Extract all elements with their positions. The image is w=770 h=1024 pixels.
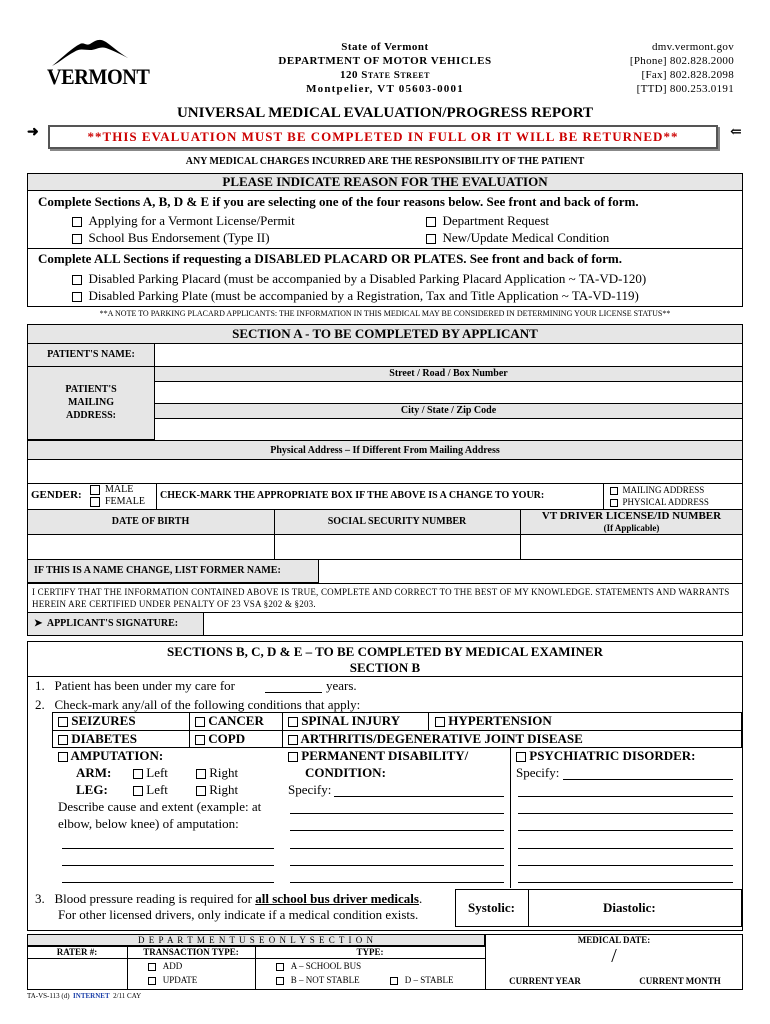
option-label: Left [146, 782, 168, 797]
reason-header: PLEASE INDICATE REASON FOR THE EVALUATION [222, 174, 548, 189]
disability-specify-input[interactable] [334, 796, 504, 797]
condition-arthritis[interactable] [288, 731, 583, 747]
option-label: A – SCHOOL BUS [290, 961, 362, 971]
reason-instruction-2: Complete ALL Sections if requesting a DISABLED PLACARD OR PLATES. See front and back of form. [38, 251, 622, 266]
checkbox[interactable] [90, 485, 100, 495]
checkbox[interactable] [58, 717, 68, 727]
checkbox[interactable] [133, 786, 143, 796]
option-label: B – NOT STABLE [290, 975, 360, 985]
mailing-label: MAILING [67, 397, 115, 408]
arm-label: ARM: [76, 765, 112, 780]
condition-hypertension[interactable] [435, 713, 552, 729]
license-number-input[interactable] [521, 536, 742, 558]
city-label-bar [154, 403, 743, 419]
change-mailing[interactable] [610, 484, 709, 496]
reason-instruction-1: Complete Sections A, B, D & E if you are selecting one of the four reasons below. See front and back of form. [38, 194, 639, 209]
option-label: Disabled Parking Plate (must be accompanied by a Registration, Tax and Title Application ~ TA-VD-119) [88, 288, 639, 303]
specify-label: Specify: [516, 765, 560, 780]
reason-option-school-bus[interactable] [72, 230, 270, 246]
placard-note: **A NOTE TO PARKING PLACARD APPLICANTS: THE INFORMATION IN THIS MEDICAL MAY BE CONSIDERED IN DETERMINING YOUR LICENSE STATUS** [99, 309, 671, 318]
type-stable[interactable] [390, 975, 454, 985]
section-b-header-box [27, 641, 743, 677]
dob-input[interactable] [28, 536, 273, 558]
checkbox[interactable] [195, 717, 205, 727]
former-name-input[interactable] [320, 560, 742, 582]
agency-address-block [260, 40, 510, 96]
state-name: State of Vermont [341, 41, 429, 53]
city-label: City / State / Zip Code [400, 405, 497, 416]
signature-label: APPLICANT'S SIGNATURE: [46, 618, 179, 629]
certification-text: I CERTIFY THAT THE INFORMATION CONTAINED ABOVE IS TRUE, COMPLETE AND CORRECT TO THE BEST OF MY KNOWLEDGE. STATEMENTS AND WARRANTS HEREIN ARE CERTIFIED UNDER PENALTY OF 23 VSA §202 & §203. [32, 587, 730, 609]
change-options [610, 484, 709, 508]
department-name: DEPARTMENT OF MOTOR VEHICLES [278, 55, 492, 67]
name-change-label: IF THIS IS A NAME CHANGE, LIST FORMER NAME: [34, 565, 281, 576]
q2-number: 2. [35, 697, 45, 712]
condition-psychiatric[interactable] [516, 748, 696, 764]
patient-name-label: PATIENT'S NAME: [47, 349, 135, 360]
checkbox[interactable] [195, 735, 205, 745]
option-label: UPDATE [162, 975, 198, 985]
reason-option-placard[interactable] [72, 271, 646, 287]
psych-line-1[interactable] [518, 796, 733, 797]
reason-header-bar [27, 173, 743, 191]
gender-male[interactable] [90, 484, 145, 496]
warning-text: **THIS EVALUATION MUST BE COMPLETED IN FULL OR IT WILL BE RETURNED** [87, 129, 679, 144]
amputation-line-3[interactable] [62, 882, 274, 883]
dob-label: DATE OF BIRTH [111, 516, 190, 527]
option-label: Right [209, 782, 239, 797]
option-label: COPD [208, 731, 246, 746]
checkbox[interactable] [276, 963, 284, 971]
patient-name-input[interactable] [156, 344, 742, 366]
option-label: PERMANENT DISABILITY/ [301, 748, 469, 763]
date-separator: / [611, 945, 617, 967]
diastolic-label: Diastolic: [603, 900, 656, 915]
condition-spinal-injury[interactable] [288, 713, 400, 729]
charges-note: ANY MEDICAL CHARGES INCURRED ARE THE RESPONSIBILITY OF THE PATIENT [185, 156, 585, 167]
systolic-input[interactable] [529, 890, 599, 926]
checkbox[interactable] [72, 275, 82, 285]
section-a-header-bar [27, 324, 743, 344]
ssn-label: SOCIAL SECURITY NUMBER [327, 516, 467, 527]
specify-label: Specify: [288, 782, 332, 797]
checkbox[interactable] [90, 497, 100, 507]
section-b-title: SECTIONS B, C, D & E – TO BE COMPLETED BY MEDICAL EXAMINER [166, 644, 604, 659]
fax-number: [Fax] 802.828.2098 [641, 69, 734, 81]
option-label: Applying for a Vermont License/Permit [88, 213, 295, 228]
street-input[interactable] [156, 382, 742, 404]
gender-label: GENDER: [31, 489, 82, 501]
arm-left[interactable] [133, 765, 168, 781]
signature-label-wrap [28, 613, 203, 635]
question-3: 3. Blood pressure reading is required for all school bus driver medicals. [35, 891, 423, 906]
city-address: Montpelier, VT 05603-0001 [306, 83, 464, 95]
checkbox[interactable] [58, 752, 68, 762]
option-label: New/Update Medical Condition [442, 230, 610, 245]
ttd-number: [TTD] 800.253.0191 [636, 83, 734, 95]
form-footer [27, 992, 141, 1000]
option-label: MALE [105, 484, 134, 495]
transaction-update[interactable] [148, 975, 197, 985]
left-arrow-icon: ⇐ [730, 125, 742, 140]
option-label: AMPUTATION: [70, 748, 164, 763]
gender-female[interactable] [90, 496, 145, 508]
checkbox[interactable] [276, 977, 284, 985]
option-label: Right [209, 765, 239, 780]
amputation-line-2[interactable] [62, 865, 274, 866]
amputation-describe-label: Describe cause and extent (example: at elbow, below knee) of amputation: [58, 799, 262, 831]
checkbox[interactable] [426, 217, 436, 227]
condition-copd[interactable] [195, 731, 245, 747]
option-label: Left [146, 765, 168, 780]
right-arrow-icon: ➜ [27, 125, 39, 140]
q1-text: Patient has been under my care for [54, 678, 235, 693]
checkbox[interactable] [196, 786, 206, 796]
checkbox[interactable] [133, 769, 143, 779]
option-label: Disabled Parking Placard (must be accompanied by a Disabled Parking Placard Application ~ TA-VD-120) [88, 271, 647, 286]
reason-option-plate[interactable] [72, 288, 639, 304]
leg-left[interactable] [133, 782, 168, 798]
condition-permanent-disability[interactable] [288, 748, 468, 764]
q1-end: years. [326, 678, 357, 693]
street-label: Street / Road / Box Number [389, 368, 508, 379]
q3-emphasis: all school bus driver medicals [255, 891, 419, 906]
option-label: D – STABLE [404, 975, 454, 985]
checkbox[interactable] [72, 234, 82, 244]
current-year-label: CURRENT YEAR [509, 976, 581, 986]
question-2 [35, 697, 360, 713]
mailing-label: PATIENT'S [65, 384, 117, 395]
psych-specify-input[interactable] [563, 779, 733, 780]
gender-options [90, 484, 145, 508]
checkbox[interactable] [426, 234, 436, 244]
form-date: 2/11 CAY [113, 992, 142, 1000]
street-address: 120 State Street [340, 69, 430, 81]
medical-date-label: MEDICAL DATE: [577, 935, 651, 945]
type-not-stable[interactable] [276, 975, 360, 985]
checkbox[interactable] [516, 752, 526, 762]
q2-text: Check-mark any/all of the following conditions that apply: [54, 697, 361, 712]
condition-cancer[interactable] [195, 713, 264, 729]
ssn-input[interactable] [275, 536, 519, 558]
checkbox[interactable] [288, 735, 298, 745]
license-sublabel: (If Applicable) [603, 523, 660, 533]
q3-text-2: For other licensed drivers, only indicate if a medical condition exists. [58, 907, 419, 922]
internet-tag: INTERNET [73, 992, 110, 1000]
q3-text: Blood pressure reading is required for [54, 891, 252, 906]
reason-option-dept-request[interactable] [426, 213, 549, 229]
option-label: CANCER [208, 713, 264, 728]
option-label: SPINAL INJURY [301, 713, 401, 728]
option-label: HYPERTENSION [448, 713, 552, 728]
mailing-label: ADDRESS: [65, 410, 116, 421]
disability-line-4[interactable] [290, 865, 504, 866]
physical-label-bar [27, 440, 743, 460]
checkbox[interactable] [610, 487, 618, 495]
option-label: DIABETES [71, 731, 137, 746]
checkbox[interactable] [72, 217, 82, 227]
q1-number: 1. [35, 678, 45, 693]
license-label-block [520, 510, 743, 534]
reason-option-license[interactable] [72, 213, 295, 229]
checkbox[interactable] [72, 292, 82, 302]
disability-line-1[interactable] [290, 813, 504, 814]
name-change-label-cell [27, 559, 319, 583]
current-month-label: CURRENT MONTH [639, 976, 721, 986]
website-link[interactable]: dmv.vermont.gov [652, 41, 734, 53]
psych-line-2[interactable] [518, 813, 733, 814]
section-a-header: SECTION A - TO BE COMPLETED BY APPLICANT [232, 326, 538, 341]
condition-seizures[interactable] [58, 713, 136, 729]
checkbox[interactable] [390, 977, 398, 985]
dept-header-bar [27, 934, 485, 946]
condition-diabetes[interactable] [58, 731, 137, 747]
address-change-text: CHECK-MARK THE APPROPRIATE BOX IF THE ABOVE IS A CHANGE TO YOUR: [160, 490, 545, 501]
arrow-bullet-icon: ➤ [34, 618, 43, 629]
q3-number: 3. [35, 891, 45, 906]
question-1 [35, 678, 235, 694]
phone-number: [Phone] 802.828.2000 [629, 55, 734, 67]
transaction-add[interactable] [148, 961, 182, 971]
option-label: ARTHRITIS/DEGENERATIVE JOINT DISEASE [300, 731, 583, 746]
checkbox[interactable] [148, 977, 156, 985]
current-year-input[interactable] [490, 947, 600, 973]
option-label: Department Request [442, 213, 549, 228]
city-input[interactable] [156, 419, 742, 439]
option-label: FEMALE [105, 496, 145, 507]
psych-line-3[interactable] [518, 830, 733, 831]
vermont-logo-text: VERMONT [47, 64, 150, 89]
patient-name-label-cell [27, 343, 155, 367]
checkbox[interactable] [288, 752, 298, 762]
leg-right[interactable] [196, 782, 238, 798]
option-label: ADD [162, 961, 183, 971]
type-school-bus[interactable] [276, 961, 361, 971]
signature-label-cell [27, 612, 204, 636]
physical-address-label: Physical Address – If Different From Mailing Address [270, 445, 500, 456]
psych-line-5[interactable] [518, 865, 733, 866]
disability-line-3[interactable] [290, 848, 504, 849]
option-label: SEIZURES [71, 713, 136, 728]
section-b-subtitle: SECTION B [349, 660, 421, 675]
years-input[interactable] [265, 692, 322, 693]
psych-line-4[interactable] [518, 848, 733, 849]
checkbox[interactable] [58, 735, 68, 745]
option-label: PSYCHIATRIC DISORDER: [529, 748, 696, 763]
amputation-line-1[interactable] [62, 848, 274, 849]
type-label: TYPE: [356, 947, 384, 957]
transaction-label: TRANSACTION TYPE: [143, 947, 239, 957]
contact-block [580, 40, 734, 96]
physical-address-input[interactable] [28, 461, 742, 483]
reason-option-new-condition[interactable] [426, 230, 609, 246]
checkbox[interactable] [148, 963, 156, 971]
systolic-label: Systolic: [468, 900, 515, 915]
diastolic-input[interactable] [665, 890, 741, 926]
mailing-address-label-cell [27, 366, 155, 440]
rater-input[interactable] [28, 959, 126, 989]
leg-label: LEG: [76, 782, 108, 797]
checkbox[interactable] [196, 769, 206, 779]
option-label: School Bus Endorsement (Type II) [88, 230, 270, 245]
warning-banner [48, 125, 718, 149]
checkbox[interactable] [288, 717, 298, 727]
current-month-input[interactable] [625, 947, 735, 973]
disability-line-2[interactable] [290, 830, 504, 831]
option-label: MAILING ADDRESS [622, 485, 705, 495]
form-id: TA-VS-113 (d) [27, 992, 70, 1000]
license-label: VT DRIVER LICENSE/ID NUMBER [541, 510, 722, 522]
disability-line-5[interactable] [290, 882, 504, 883]
checkbox[interactable] [610, 499, 618, 507]
option-label: PHYSICAL ADDRESS [622, 497, 709, 507]
arm-right[interactable] [196, 765, 238, 781]
change-physical[interactable] [610, 496, 709, 508]
condition-label: CONDITION: [305, 765, 386, 780]
checkbox[interactable] [435, 717, 445, 727]
psych-line-6[interactable] [518, 882, 733, 883]
dept-header: D E P A R T M E N T U S E O N L Y S E C T I O N [138, 935, 374, 945]
form-title: UNIVERSAL MEDICAL EVALUATION/PROGRESS REPORT [176, 105, 594, 121]
rater-label: RATER #: [56, 947, 98, 957]
street-label-bar [154, 366, 743, 382]
signature-input[interactable] [205, 613, 742, 635]
condition-amputation[interactable] [58, 748, 163, 764]
